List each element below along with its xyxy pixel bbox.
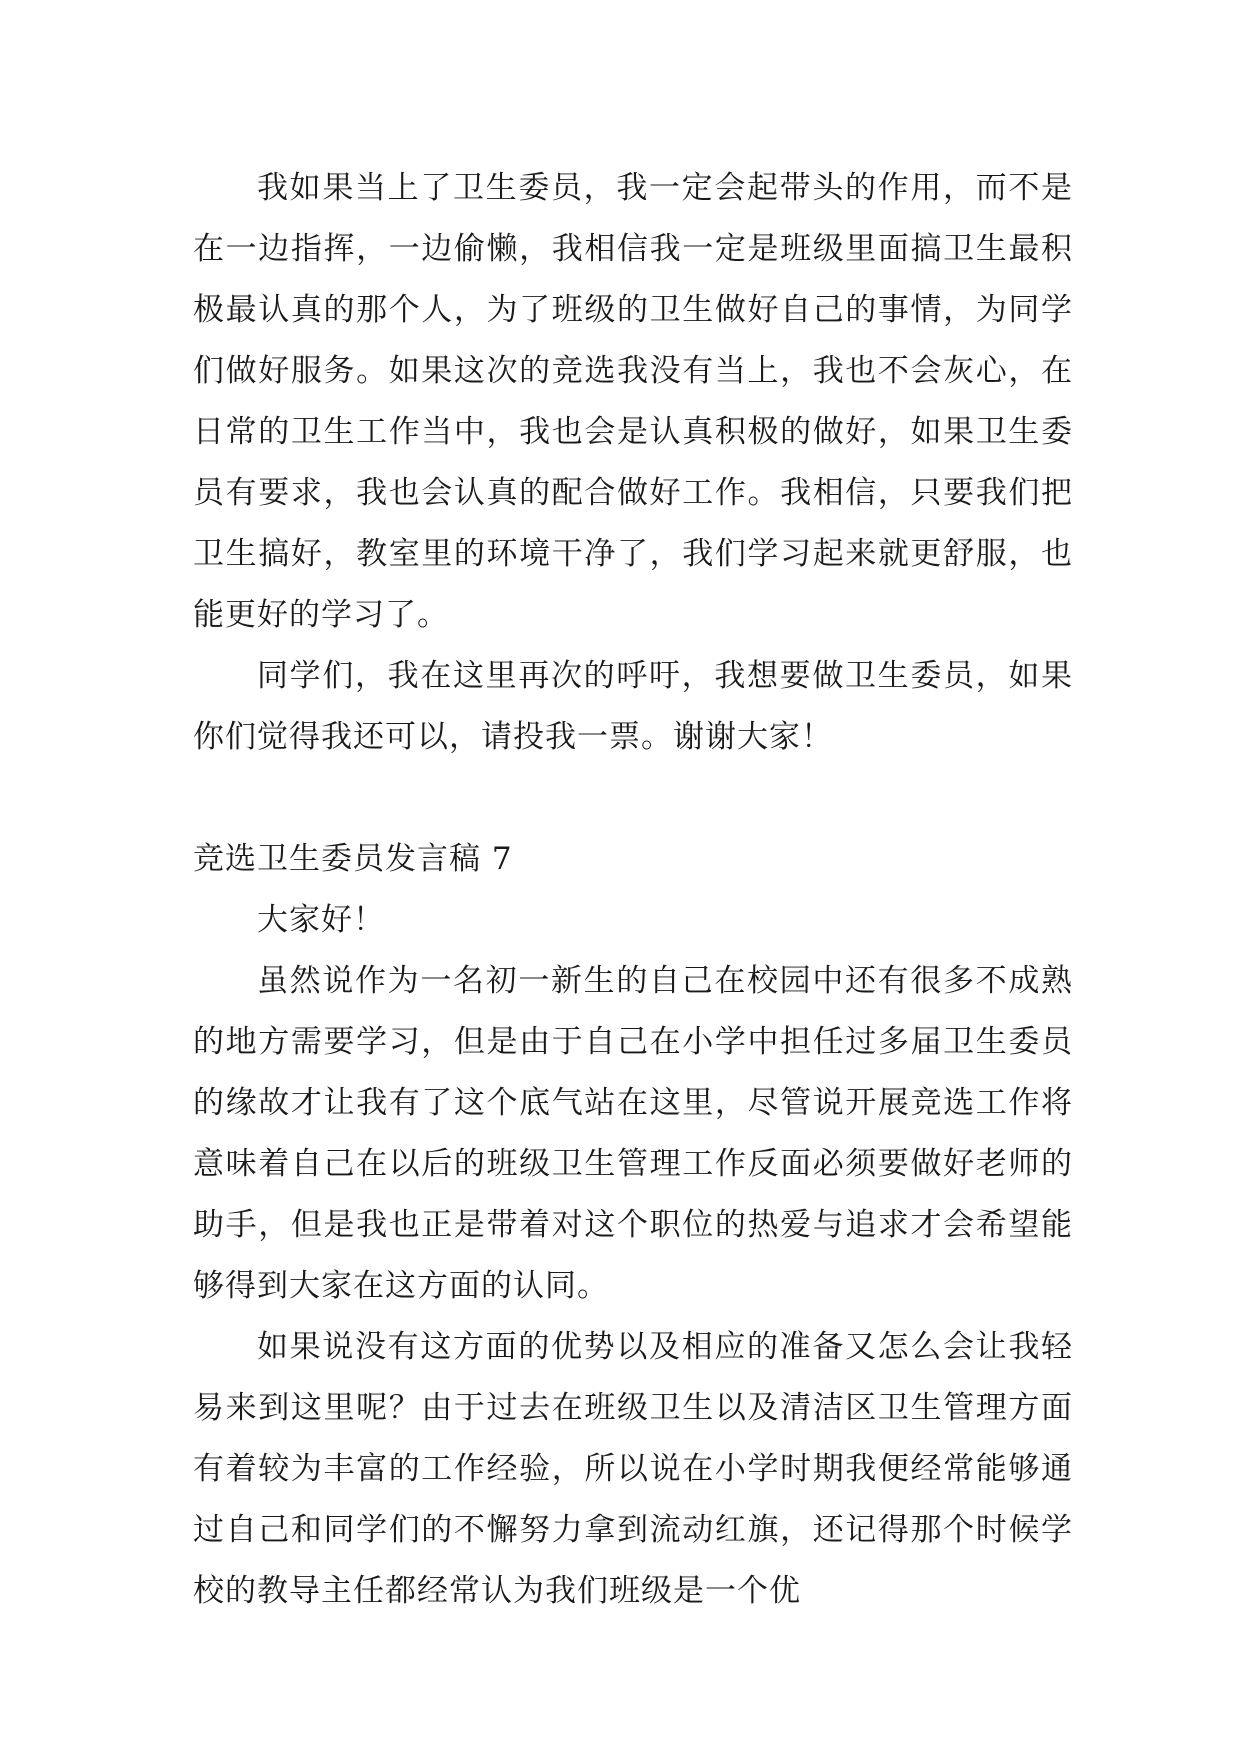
paragraph-1: 我如果当上了卫生委员，我一定会起带头的作用，而不是在一边指挥，一边偷懒，我相信我一定是班级里面搞卫生最积极最认真的那个人，为了班级的卫生做好自己的事情，为同学们做好服务。如果这次的竞选我没有当上，我也不会灰心，在日常的卫生工作当中，我也会是认真积极的做好，如果卫生委员有要求，我也会认真的配合做好工作。我相信，只要我们把卫生搞好，教室里的环境干净了，我们学习起来就更舒服，也能更好的学习了。: [193, 170, 1073, 633]
greeting: 大家好！: [257, 902, 385, 938]
paragraph-3: 虽然说作为一名初一新生的自己在校园中还有很多不成熟的地方需要学习，但是由于自己在小学中担任过多届卫生委员的缘故才让我有了这个底气站在这里，尽管说开展竞选工作将意味着自己在以后的班级卫生管理工作反面必须要做好老师的助手，但是我也正是带着对这个职位的热爱与追求才会希望能够得到大家在这方面的认同。: [193, 963, 1073, 1304]
paragraph-4: 如果说没有这方面的优势以及相应的准备又怎么会让我轻易来到这里呢？由于过去在班级卫生以及清洁区卫生管理方面有着较为丰富的工作经验，所以说在小学时期我便经常能够通过自己和同学们的不懈努力拿到流动红旗，还记得那个时候学校的教导主任都经常认为我们班级是一个优: [193, 1329, 1073, 1609]
paragraph-2: 同学们，我在这里再次的呼吁，我想要做卫生委员，如果你们觉得我还可以，请投我一票。谢谢大家！: [193, 658, 1073, 755]
section-heading: 竞选卫生委员发言稿 7: [193, 841, 513, 877]
document-body: [193, 158, 1073, 1622]
